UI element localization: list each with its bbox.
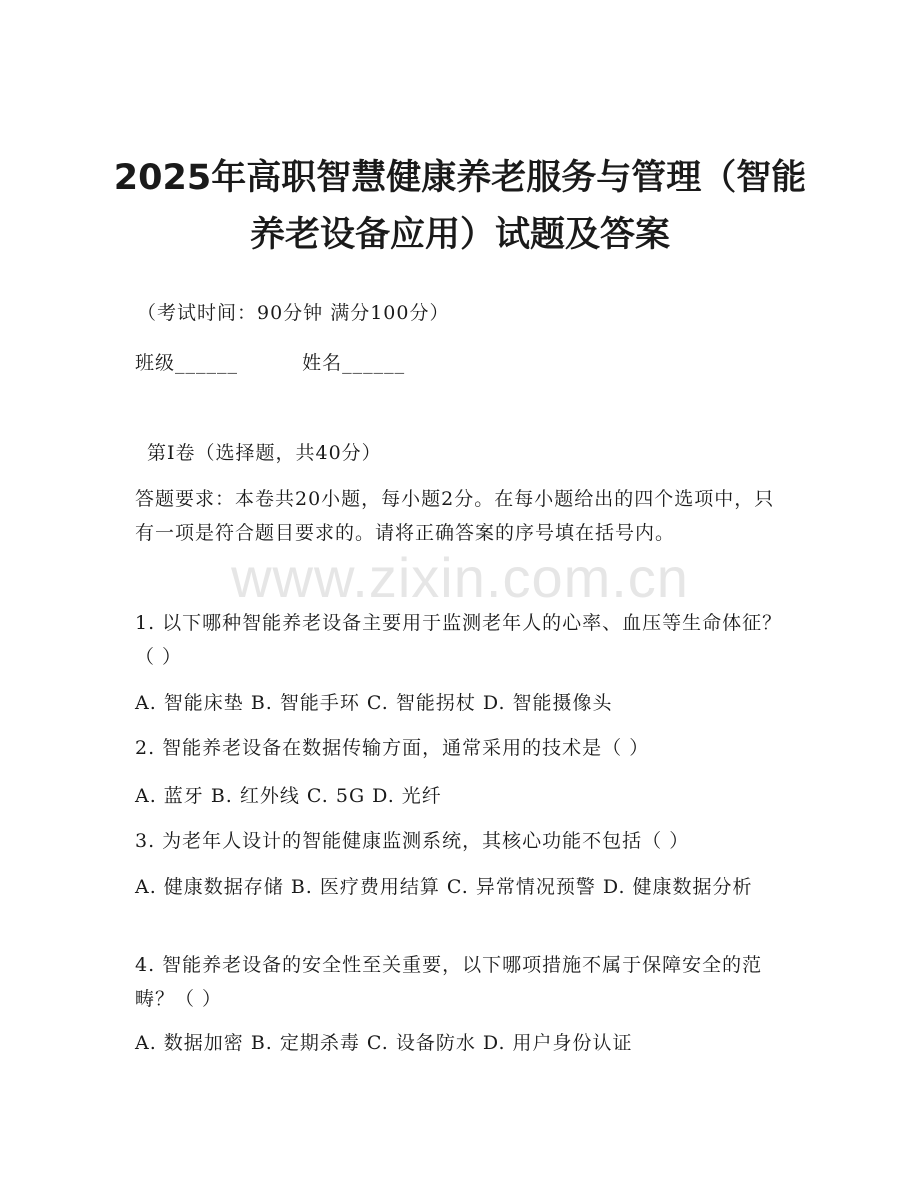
question-1-options: A. 智能床垫 B. 智能手环 C. 智能拐杖 D. 智能摄像头	[135, 692, 613, 714]
question-2: 2. 智能养老设备在数据传输方面，通常采用的技术是（ ）	[135, 737, 650, 759]
exam-info: （考试时间：90分钟 满分100分）	[137, 302, 450, 324]
name-field: 姓名______	[302, 352, 406, 374]
question-3: 3. 为老年人设计的智能健康监测系统，其核心功能不包括（ ）	[135, 830, 690, 852]
title-line-1: 2025年高职智慧健康养老服务与管理（智能	[113, 158, 807, 198]
instructions: 答题要求：本卷共20小题，每小题2分。在每小题给出的四个选项中，只有一项是符合题目要求的。请将正确答案的序号填在括号内。	[135, 488, 775, 544]
question-2-options: A. 蓝牙 B. 红外线 C. 5G D. 光纤	[135, 785, 442, 807]
class-field: 班级______	[135, 352, 239, 374]
student-info-row	[135, 348, 785, 378]
watermark: www.zixin.com.cn	[231, 546, 689, 609]
document-title	[0, 150, 920, 264]
question-4-options: A. 数据加密 B. 定期杀毒 C. 设备防水 D. 用户身份认证	[135, 1032, 633, 1054]
question-4: 4. 智能养老设备的安全性至关重要，以下哪项措施不属于保障安全的范畴？（ ）	[135, 954, 763, 1010]
title-line-2: 养老设备应用）试题及答案	[249, 215, 670, 255]
question-1: 1. 以下哪种智能养老设备主要用于监测老年人的心率、血压等生命体征？（ ）	[135, 612, 783, 668]
section-title: 第Ⅰ卷（选择题，共40分）	[147, 442, 382, 464]
question-3-options: A. 健康数据存储 B. 医疗费用结算 C. 异常情况预警 D. 健康数据分析	[135, 876, 753, 898]
